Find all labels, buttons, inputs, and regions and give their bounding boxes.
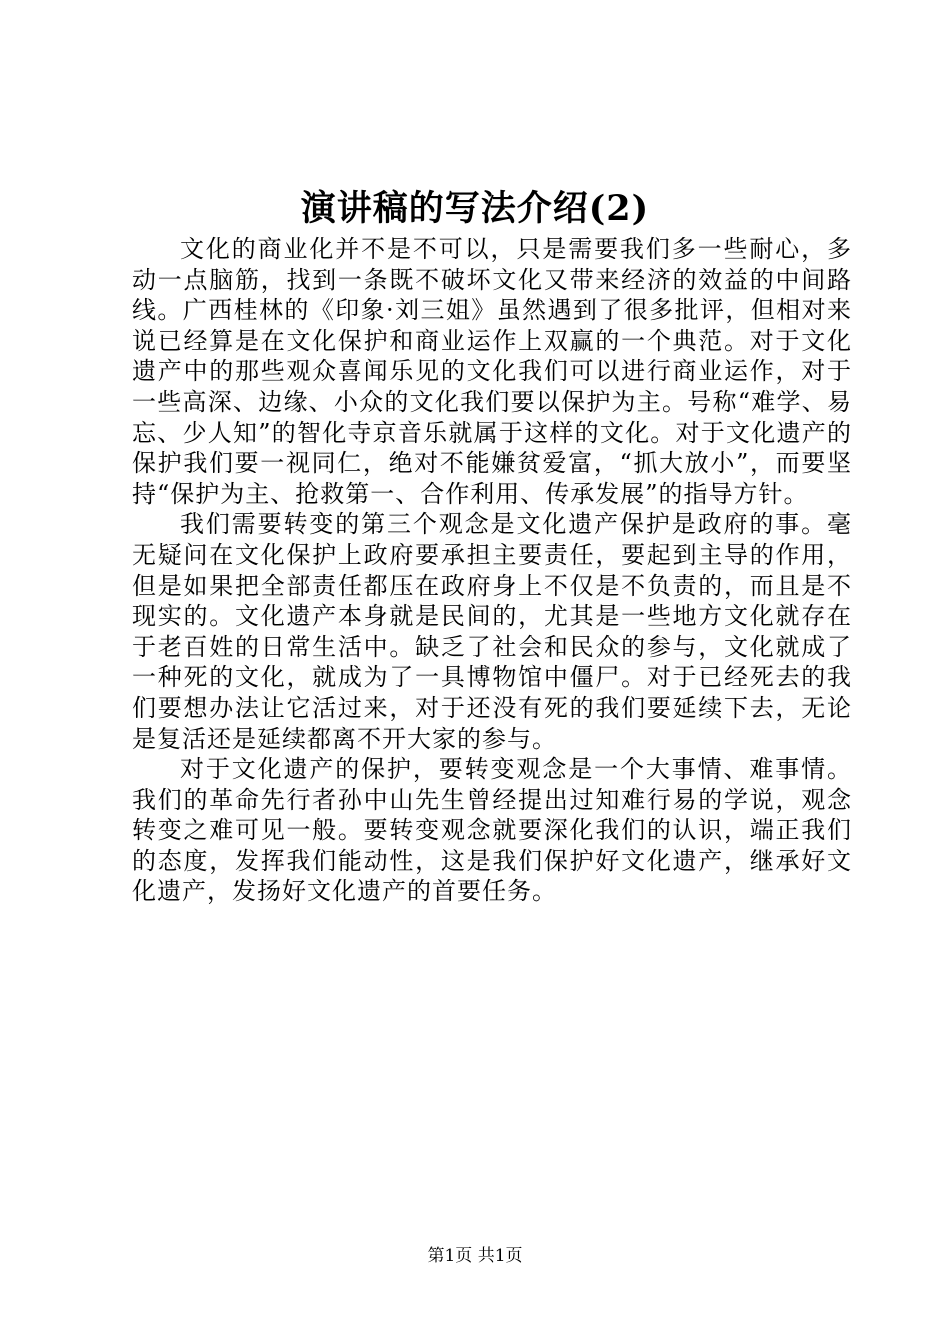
document-title: 演讲稿的写法介绍(2)	[300, 188, 650, 229]
document-body	[132, 234, 852, 907]
paragraph-2: 我们需要转变的第三个观念是文化遗产保护是政府的事。毫无疑问在文化保护上政府要承担主要责任，要起到主导的作用，但是如果把全部责任都压在政府身上不仅是不负责的，而且是不现实的。文化遗产本身就是民间的，尤其是一些地方文化就存在于老百姓的日常生活中。缺乏了社会和民众的参与，文化就成了一种死的文化，就成为了一具博物馆中僵尸。对于已经死去的我们要想办法让它活过来，对于还没有死的我们要延续下去，无论是复活还是延续都离不开大家的参与。	[132, 510, 852, 753]
paragraph-3: 对于文化遗产的保护，要转变观念是一个大事情、难事情。我们的革命先行者孙中山先生曾经提出过知难行易的学说，观念转变之难可见一般。要转变观念就要深化我们的认识，端正我们的态度，发挥我们能动性，这是我们保护好文化遗产，继承好文化遗产，发扬好文化遗产的首要任务。	[132, 755, 852, 906]
paragraph-1: 文化的商业化并不是不可以，只是需要我们多一些耐心，多动一点脑筋，找到一条既不破坏文化又带来经济的效益的中间路线。广西桂林的《印象·刘三姐》虽然遇到了很多批评，但相对来说已经算是在文化保护和商业运作上双赢的一个典范。对于文化遗产中的那些观众喜闻乐见的文化我们可以进行商业运作，对于一些高深、边缘、小众的文化我们要以保护为主。号称“难学、易忘、少人知”的智化寺京音乐就属于这样的文化。对于文化遗产的保护我们要一视同仁，绝对不能嫌贫爱富，“抓大放小”，而要坚持“保护为主、抢救第一、合作利用、传承发展”的指导方针。	[132, 235, 852, 508]
page-footer: 第1页 共1页	[427, 1246, 523, 1266]
